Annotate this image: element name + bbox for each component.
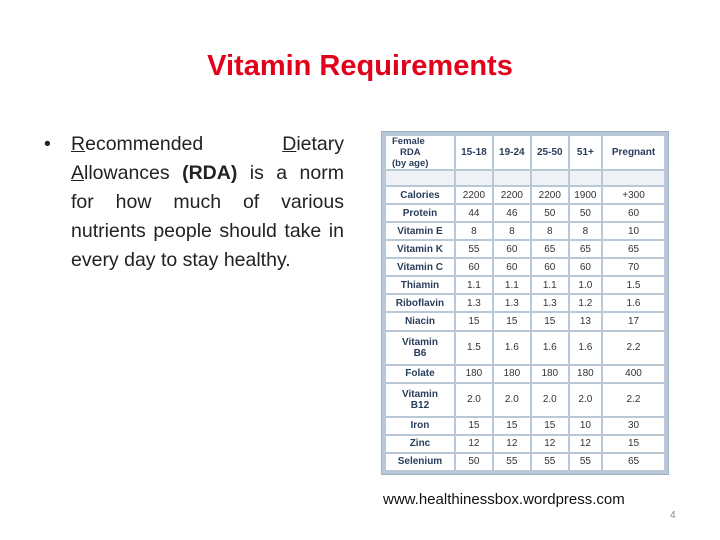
table-cell: 12: [456, 436, 492, 452]
table-cell: 2.0: [456, 384, 492, 416]
table-row: [386, 384, 664, 416]
table-cell: 60: [570, 259, 601, 275]
table-cell: 1.3: [532, 295, 568, 311]
table-cell: 1.5: [456, 332, 492, 364]
table-cell: 2200: [494, 187, 530, 203]
table-spacer-row: [386, 171, 664, 185]
table-row: [386, 436, 664, 452]
slide-title: Vitamin Requirements: [207, 50, 513, 82]
bullet-word-recommended: Recommended: [71, 133, 204, 155]
table-cell: 1.6: [532, 332, 568, 364]
table-cell: 1900: [570, 187, 601, 203]
bullet-paragraph: [44, 130, 344, 275]
table-cell: 55: [532, 454, 568, 470]
table-cell: 2.2: [603, 332, 664, 364]
table-cell: 60: [456, 259, 492, 275]
table-row: [386, 277, 664, 293]
rda-table: [384, 134, 666, 472]
table-cell: 60: [603, 205, 664, 221]
table-cell: 8: [494, 223, 530, 239]
row-header: Niacin: [386, 313, 454, 329]
column-header: 25-50: [532, 136, 568, 169]
row-header: Folate: [386, 366, 454, 382]
bullet-word-dietary: Dietary: [282, 133, 344, 155]
row-header: Vitamin C: [386, 259, 454, 275]
table-cell: 15: [494, 313, 530, 329]
table-cell: 1.2: [570, 295, 601, 311]
table-row: [386, 205, 664, 221]
table-cell: 55: [456, 241, 492, 257]
table-cell: 65: [603, 454, 664, 470]
table-corner-header: [386, 136, 454, 169]
row-header: Selenium: [386, 454, 454, 470]
row-header: Calories: [386, 187, 454, 203]
row-header: Vitamin E: [386, 223, 454, 239]
rda-table-image: [381, 131, 669, 475]
table-row: [386, 241, 664, 257]
bullet-dot: •: [44, 133, 51, 155]
table-cell: 15: [532, 313, 568, 329]
table-cell: 15: [494, 418, 530, 434]
table-cell: 1.3: [456, 295, 492, 311]
table-cell: 400: [603, 366, 664, 382]
table-cell: 1.0: [570, 277, 601, 293]
bullet-rda: (RDA): [182, 162, 238, 184]
table-cell: 10: [570, 418, 601, 434]
table-cell: 8: [570, 223, 601, 239]
table-cell: 65: [532, 241, 568, 257]
table-cell: 30: [603, 418, 664, 434]
table-cell: 180: [532, 366, 568, 382]
table-cell: 8: [532, 223, 568, 239]
column-header: 15-18: [456, 136, 492, 169]
table-cell: 180: [494, 366, 530, 382]
table-cell: 70: [603, 259, 664, 275]
table-cell: 60: [494, 259, 530, 275]
table-cell: 44: [456, 205, 492, 221]
column-header: 51+: [570, 136, 601, 169]
page-number: 4: [670, 510, 676, 521]
table-cell: 180: [570, 366, 601, 382]
table-row: [386, 295, 664, 311]
source-url: www.healthinessbox.wordpress.com: [383, 491, 625, 508]
bullet-rest: is a norm for how much of various nutrients people should take in every day to stay healthy.: [71, 162, 344, 271]
table-cell: 12: [494, 436, 530, 452]
row-header: Vitamin K: [386, 241, 454, 257]
table-cell: 50: [570, 205, 601, 221]
table-header-row: [386, 136, 664, 169]
table-cell: 46: [494, 205, 530, 221]
table-body: [386, 171, 664, 470]
table-cell: 2.0: [494, 384, 530, 416]
table-row: [386, 332, 664, 364]
table-cell: 13: [570, 313, 601, 329]
table-cell: 12: [570, 436, 601, 452]
row-header: Iron: [386, 418, 454, 434]
table-row: [386, 454, 664, 470]
bullet-text: [71, 130, 344, 275]
table-row: [386, 313, 664, 329]
table-row: [386, 259, 664, 275]
table-cell: 1.1: [494, 277, 530, 293]
row-header: Vitamin B6: [386, 332, 454, 364]
table-cell: 60: [494, 241, 530, 257]
table-cell: 15: [603, 436, 664, 452]
row-header: Riboflavin: [386, 295, 454, 311]
table-cell: 1.6: [494, 332, 530, 364]
column-header: 19-24: [494, 136, 530, 169]
table-cell: 2.0: [570, 384, 601, 416]
table-cell: 12: [532, 436, 568, 452]
table-cell: 50: [456, 454, 492, 470]
table-cell: 15: [456, 313, 492, 329]
table-cell: 55: [494, 454, 530, 470]
table-cell: 65: [603, 241, 664, 257]
row-header: Thiamin: [386, 277, 454, 293]
table-row: [386, 418, 664, 434]
row-header: Protein: [386, 205, 454, 221]
table-cell: 15: [532, 418, 568, 434]
row-header: Vitamin B12: [386, 384, 454, 416]
table-cell: 65: [570, 241, 601, 257]
table-cell: +300: [603, 187, 664, 203]
corner-line: Female: [392, 136, 425, 147]
table-cell: 8: [456, 223, 492, 239]
bullet-word-allowances: Allowances: [71, 162, 170, 184]
column-header: Pregnant: [603, 136, 664, 169]
table-cell: 2200: [456, 187, 492, 203]
table-cell: 1.1: [456, 277, 492, 293]
table-row: [386, 366, 664, 382]
table-cell: 60: [532, 259, 568, 275]
table-cell: 180: [456, 366, 492, 382]
corner-line: RDA: [400, 147, 421, 158]
table-cell: 1.3: [494, 295, 530, 311]
corner-line: (by age): [392, 158, 429, 169]
table-cell: 1.5: [603, 277, 664, 293]
table-cell: 1.1: [532, 277, 568, 293]
table-cell: 15: [456, 418, 492, 434]
table-row: [386, 187, 664, 203]
table-cell: 10: [603, 223, 664, 239]
table-row: [386, 223, 664, 239]
table-cell: 2.0: [532, 384, 568, 416]
row-header: Zinc: [386, 436, 454, 452]
table-cell: 17: [603, 313, 664, 329]
table-cell: 55: [570, 454, 601, 470]
table-cell: 2200: [532, 187, 568, 203]
table-cell: 50: [532, 205, 568, 221]
table-cell: 2.2: [603, 384, 664, 416]
table-cell: 1.6: [603, 295, 664, 311]
table-cell: 1.6: [570, 332, 601, 364]
